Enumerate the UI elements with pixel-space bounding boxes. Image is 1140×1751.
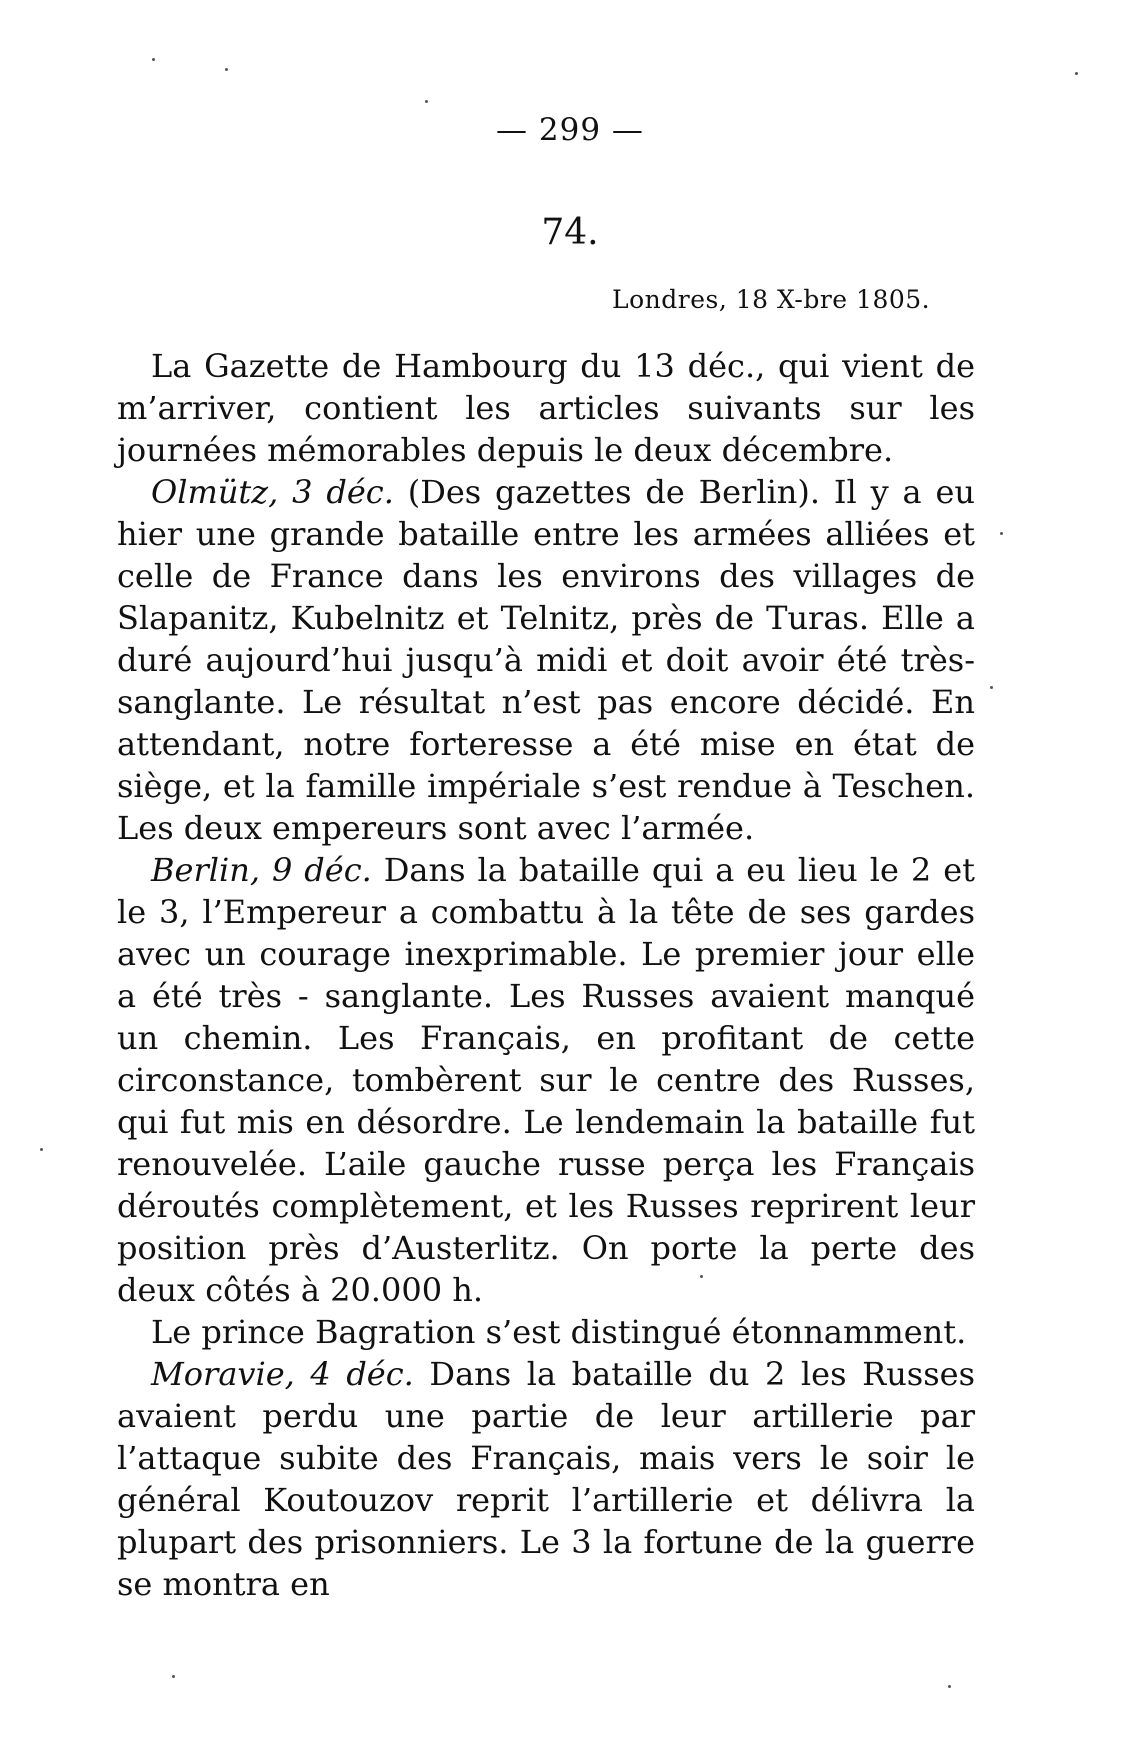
letter-body — [117, 345, 975, 1605]
place-date-lead: Moravie, 4 déc. — [151, 1355, 414, 1393]
place-date-lead: Berlin, 9 déc. — [151, 851, 372, 889]
scan-speck — [948, 1685, 951, 1688]
scan-speck — [1075, 72, 1078, 75]
paragraph-text: Dans la bataille qui a eu lieu le 2 et le 3, l’Empereur a combattu à la tête de ses gardes avec un courage inexprimable. Le premier jour elle a été très - sanglante. Les Russes avaient manqué un chemin. Les Français, en profitant de cette circonstance, tombèrent sur le centre des Russes, qui fut mis en désordre. Le lendemain la bataille fut renouvelée. L’aile gauche russe perça les Français déroutés complètement, et les Russes reprirent leur position près d’Austerlitz. On porte la perte des deux côtés à 20.000 h. — [117, 851, 976, 1309]
paragraph-text: (Des gazettes de Berlin). Il y a eu hier une grande bataille entre les armées alliées et celle de France dans les environs des villages de Slapanitz, Kubelnitz et Telnitz, près de Turas. Elle a duré aujourd’hui jusqu’à midi et doit avoir été très-sanglante. Le résultat n’est pas encore décidé. En attendant, notre forteresse a été mise en état de siège, et la famille impériale s’est rendue à Teschen. Les deux empereurs sont avec l’armée. — [117, 473, 976, 847]
scan-speck — [40, 1148, 43, 1151]
paragraph-text: La Gazette de Hambourg du 13 déc., qui vient de m’arriver, contient les articles suivants sur les journées mémorables depuis le deux décembre. — [117, 347, 975, 469]
page-number: — 299 — — [496, 112, 644, 148]
place-date-lead: Olmütz, 3 déc. — [151, 473, 394, 511]
scan-speck — [700, 1275, 703, 1278]
scan-speck — [152, 58, 155, 61]
paragraph-text: Le prince Bagration s’est distingué étonnamment. — [151, 1313, 967, 1351]
paragraph-text: Dans la bataille du 2 les Russes avaient perdu une partie de leur artillerie par l’attaque subite des Français, mais vers le soir le général Koutouzov reprit l’artillerie et délivra la plupart des prisonniers. Le 3 la fortune de la guerre se montra en — [117, 1355, 976, 1603]
paragraph — [117, 1353, 975, 1605]
scan-speck — [990, 686, 993, 689]
paragraph — [117, 345, 975, 471]
paragraph — [117, 471, 975, 849]
dateline: Londres, 18 X-bre 1805. — [612, 285, 931, 314]
paragraph — [117, 849, 975, 1311]
letter-number: 74. — [541, 212, 599, 253]
scan-speck — [1000, 532, 1003, 535]
scan-speck — [225, 68, 228, 71]
scan-speck — [425, 100, 428, 103]
paragraph — [117, 1311, 975, 1353]
scan-speck — [172, 1675, 175, 1678]
